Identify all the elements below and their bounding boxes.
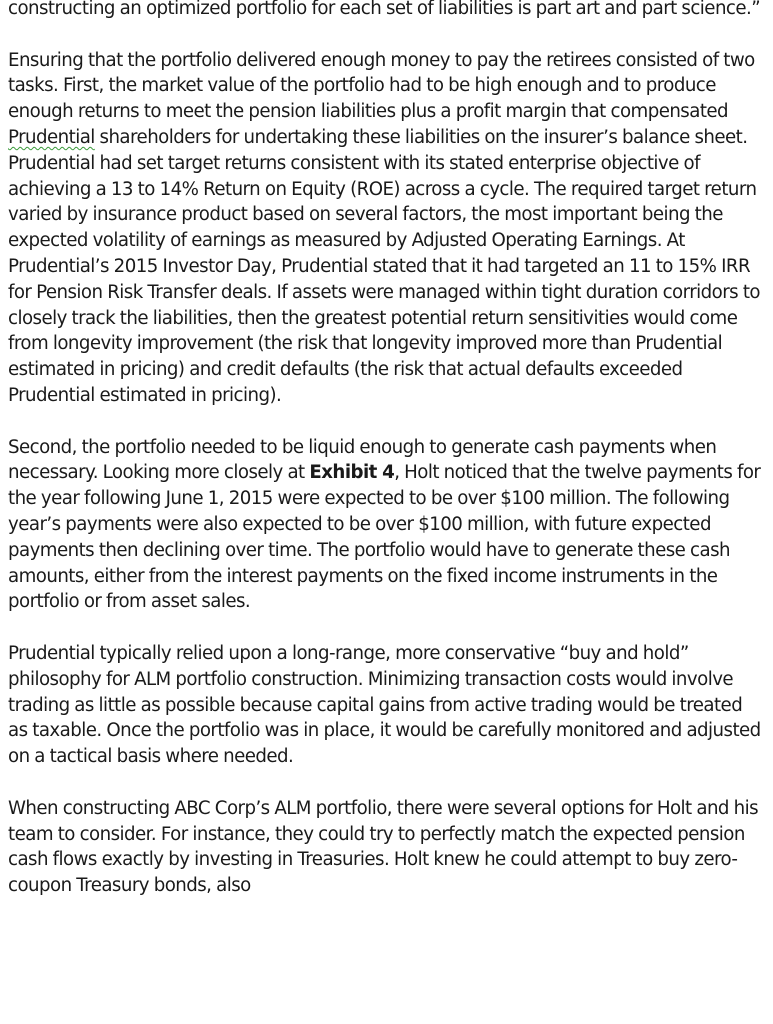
paragraph-5	[8, 796, 766, 899]
paragraph-4-text: Prudential typically relied upon a long-range, more conservative “buy and hold” philosophy for ALM portfolio construction. Minimizing transaction costs would involve trading as little as possible because capital gains from active trading would be treated as taxable. Once the portfolio was in place, it would be carefully monitored and adjusted on a tactical basis where needed.	[8, 642, 761, 768]
exhibit-reference: Exhibit 4	[309, 462, 395, 484]
paragraph-3	[8, 435, 766, 616]
paragraph-3-text-b: , Holt noticed that the twelve payments for the year following June 1, 2015 were expected to be over $100 million. The following year’s payments were also expected to be over $100 million, with future expected payments then declining over time. The portfolio would have to generate these cash amounts, either from the interest payments on the fixed income instruments in the portfolio or from asset sales.	[8, 462, 761, 613]
paragraph-2	[8, 48, 766, 409]
document-body	[8, 0, 766, 899]
paragraph-2-text-a: Ensuring that the portfolio delivered enough money to pay the retirees consisted of two tasks. First, the market value of the portfolio had to be high enough and to produce enough returns to meet the pension liabilities plus a profit margin that compensated	[8, 49, 755, 123]
paragraph-4	[8, 641, 766, 770]
paragraph-2-text-b: shareholders for undertaking these liabilities on the insurer’s balance sheet. Prudential had set target returns consistent with its stated enterprise objective of achieving a 13 to 14% Return on Equity (ROE) across a cycle. The required target return varied by insurance product based on several factors, the most important being the expected volatility of earnings as measured by Adjusted Operating Earnings. At Prudential’s 2015 Investor Day, Prudential stated that it had targeted an 11 to 15% IRR for Pension Risk Transfer deals. If assets were managed within tight duration corridors to closely track the liabilities, then the greatest potential return sensitivities would come from longevity improvement (the risk that longevity improved more than Prudential estimated in pricing) and credit defaults (the risk that actual defaults exceeded Prudential estimated in pricing).	[8, 126, 760, 406]
paragraph-3-text-a: Second, the portfolio needed to be liquid enough to generate cash payments when necessary. Looking more closely at	[8, 436, 717, 484]
spellcheck-flagged-word[interactable]: Prudential	[8, 126, 95, 148]
paragraph-1	[8, 0, 766, 22]
paragraph-1-text: constructing an optimized portfolio for each set of liabilities is part art and part science.”	[8, 0, 761, 19]
paragraph-5-text: When constructing ABC Corp’s ALM portfolio, there were several options for Holt and his team to consider. For instance, they could try to perfectly match the expected pension cash flows exactly by investing in Treasuries. Holt knew he could attempt to buy zero-coupon Treasury bonds, also	[8, 797, 759, 897]
